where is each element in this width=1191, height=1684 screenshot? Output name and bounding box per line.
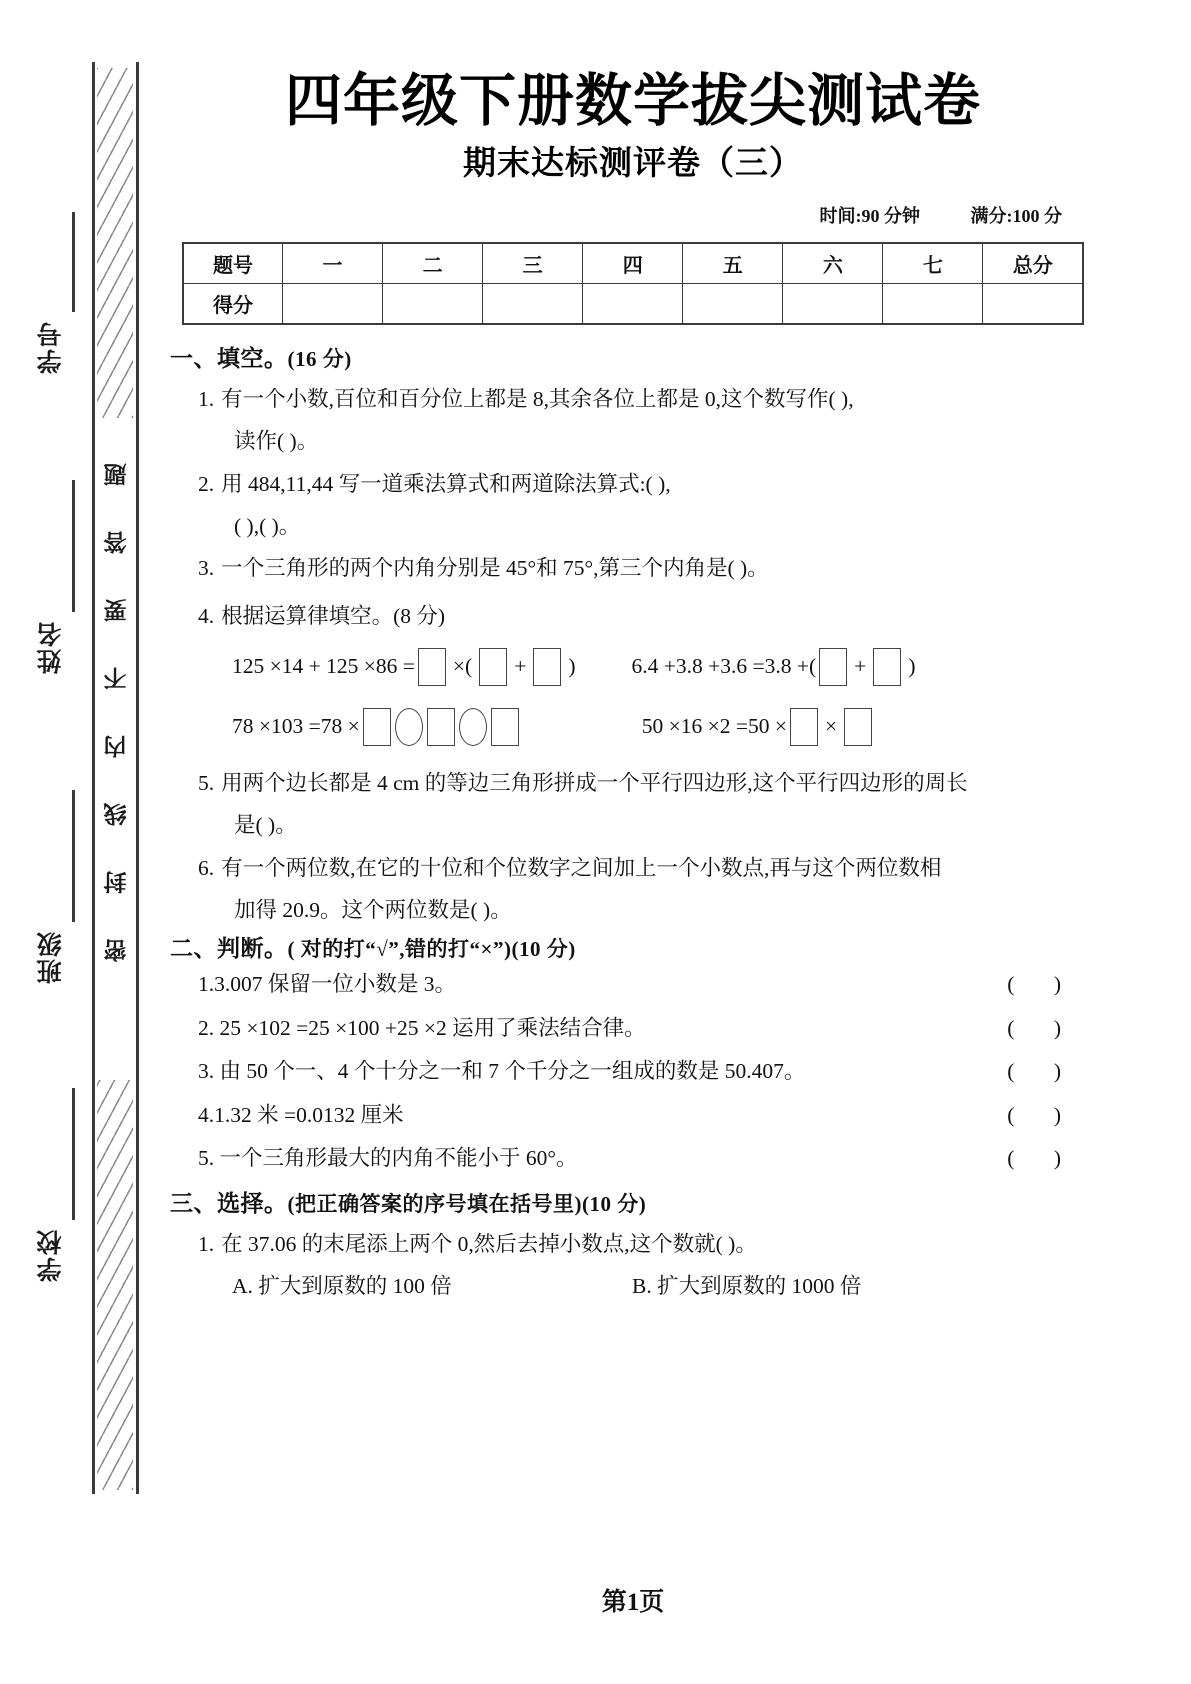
student-field-line	[72, 1088, 75, 1220]
question-text: 1.32 米 =0.0132 厘米	[214, 1102, 404, 1127]
score-table-col-5: 五	[683, 243, 783, 284]
student-field-line	[72, 790, 75, 922]
formula-operator: ×(	[452, 654, 473, 679]
formula-78x103-left	[232, 708, 522, 746]
question-1-2	[170, 469, 1084, 500]
tf-item-2	[170, 1015, 1084, 1040]
answer-circle[interactable]	[459, 708, 487, 746]
student-field-xuexiao[interactable]	[20, 1228, 84, 1282]
answer-box[interactable]	[427, 708, 455, 746]
score-cell-2[interactable]	[383, 284, 483, 325]
question-3-1-options	[170, 1273, 1084, 1298]
tf-text	[198, 1102, 1007, 1127]
section-heading-label: 二、判断。	[170, 936, 288, 962]
question-1-4	[170, 601, 1084, 632]
seal-char-3: 不	[103, 665, 127, 690]
page-number: 第1页	[601, 1589, 665, 1616]
tf-answer-slot[interactable]: ( )	[1007, 1102, 1078, 1127]
score-cell-4[interactable]	[583, 284, 683, 325]
question-text[interactable]: 一个三角形的两个内角分别是 45°和 75°,第三个内角是( )。	[221, 556, 769, 581]
formula-distributive-left	[232, 648, 580, 686]
question-number: 4.	[198, 603, 215, 628]
tf-answer-slot[interactable]: ( )	[1007, 1015, 1078, 1040]
question-1-6	[170, 853, 1084, 884]
student-field-xingming[interactable]	[20, 620, 84, 674]
question-1-1	[170, 384, 1084, 415]
question-1-6-continuation[interactable]: 加得 20.9。这个两位数是( )。	[234, 897, 512, 922]
tf-item-1	[170, 974, 1084, 996]
question-text: 由 50 个一、4 个十分之一和 7 个千分之一组成的数是 50.407。	[219, 1059, 806, 1084]
answer-box[interactable]	[819, 648, 847, 686]
question-text: 一个三角形最大的内角不能小于 60°。	[219, 1146, 578, 1171]
question-number: 5.	[198, 770, 215, 795]
formula-operator: +	[854, 654, 867, 679]
question-text: 根据运算律填空。(8 分)	[221, 603, 446, 628]
question-number: 2.	[198, 471, 215, 496]
answer-box[interactable]	[491, 708, 519, 746]
question-text[interactable]: 在 37.06 的末尾添上两个 0,然后去掉小数点,这个数就( )。	[221, 1231, 757, 1256]
seal-char-5: 线	[103, 801, 127, 826]
question-number: 3.	[198, 1059, 215, 1084]
tf-answer-slot[interactable]: ( )	[1007, 972, 1078, 997]
score-table	[182, 242, 1084, 325]
exam-sheet	[168, 0, 1098, 1684]
student-field-xuehao[interactable]	[20, 320, 84, 374]
question-number: 1.	[198, 972, 215, 997]
answer-box[interactable]	[844, 708, 872, 746]
question-3-1	[170, 1229, 1084, 1260]
score-cell-7[interactable]	[883, 284, 983, 325]
question-text: 3.007 保留一位小数是 3。	[214, 972, 457, 997]
formula-tail: )	[908, 654, 916, 679]
section-heading-note: ( 对的打“√”,错的打“×”)(10 分)	[287, 937, 576, 962]
question-number: 3.	[198, 556, 215, 581]
answer-box[interactable]	[479, 648, 507, 686]
student-field-line	[72, 480, 75, 612]
seal-margin	[0, 0, 160, 1684]
formula-lead: 78 ×103 =78 ×	[232, 714, 360, 739]
seal-hatch-bottom	[97, 1080, 133, 1490]
formula-lead: 6.4 +3.8 +3.6 =3.8 +(	[631, 654, 817, 679]
exam-content	[170, 347, 1084, 1297]
tf-item-4	[170, 1102, 1084, 1127]
score-table-score-row	[183, 284, 1083, 325]
question-text: 25 ×102 =25 ×100 +25 ×2 运用了乘法结合律。	[219, 1015, 646, 1040]
score-cell-total[interactable]	[983, 284, 1083, 325]
tf-text	[198, 1148, 1007, 1170]
tf-answer-slot[interactable]: ( )	[1007, 1059, 1078, 1084]
student-field-label: 班级	[37, 930, 65, 984]
formula-operator: +	[514, 654, 527, 679]
formula-row-1	[170, 648, 1084, 686]
formula-associative-right	[632, 648, 920, 686]
section-heading-multiple-choice	[170, 1192, 1084, 1215]
score-table-row-label: 题号	[183, 243, 283, 284]
page-subtitle: 期末达标测评卷（三）	[463, 145, 803, 182]
exam-time: 时间:90 分钟	[819, 206, 920, 227]
question-number: 6.	[198, 855, 215, 880]
question-1-5-continuation[interactable]: 是( )。	[234, 813, 297, 837]
section-heading-fill-blank	[170, 347, 1084, 370]
tf-text	[198, 1061, 1007, 1083]
seal-char-0: 题	[103, 461, 127, 486]
seal-rule-outer	[92, 62, 95, 1494]
choice-option-b[interactable]: B. 扩大到原数的 1000 倍	[632, 1273, 862, 1298]
seal-char-7: 密	[103, 937, 127, 962]
tf-text	[198, 974, 1007, 996]
formula-row-2	[170, 708, 1084, 746]
answer-box[interactable]	[873, 648, 901, 686]
question-number: 2.	[198, 1015, 215, 1040]
formula-lead: 50 ×16 ×2 =50 ×	[641, 714, 788, 739]
formula-operator: ×	[825, 714, 838, 739]
question-1-5	[170, 768, 1084, 799]
exam-full-score: 满分:100 分	[970, 206, 1062, 227]
score-table-col-6: 六	[783, 243, 883, 284]
answer-box[interactable]	[418, 648, 446, 686]
score-table-col-2: 二	[383, 243, 483, 284]
seal-hatch-top	[97, 68, 133, 418]
score-table-col-7: 七	[883, 243, 983, 284]
score-cell-5[interactable]	[683, 284, 783, 325]
question-text[interactable]: 用 484,11,44 写一道乘法算式和两道除法算式:( ),	[221, 471, 671, 496]
section-heading-note: (把正确答案的序号填在括号里)(10 分)	[287, 1191, 647, 1216]
tf-item-5	[170, 1148, 1084, 1170]
section-heading-note: (16 分)	[287, 347, 352, 372]
score-cell-1[interactable]	[283, 284, 383, 325]
score-table-col-1: 一	[283, 243, 383, 284]
tf-text	[198, 1015, 1007, 1040]
seal-char-6: 封	[103, 869, 127, 894]
student-field-label: 学校	[37, 1228, 65, 1282]
seal-rule-inner	[136, 62, 139, 1494]
tf-item-3	[170, 1061, 1084, 1083]
section-heading-true-false	[170, 937, 1084, 960]
question-number: 1.	[198, 1231, 215, 1256]
question-1-2-continuation[interactable]: ( ),( )。	[234, 513, 301, 538]
formula-50x16x2-right	[642, 708, 875, 746]
answer-box[interactable]	[790, 708, 818, 746]
seal-char-2: 要	[103, 597, 127, 622]
question-1-1-continuation[interactable]: 读作( )。	[234, 429, 319, 454]
question-text[interactable]: 用两个边长都是 4 cm 的等边三角形拼成一个平行四边形,这个平行四边形的周长	[221, 770, 968, 795]
score-table-row-label: 得分	[183, 284, 283, 325]
score-cell-3[interactable]	[483, 284, 583, 325]
answer-box[interactable]	[363, 708, 391, 746]
tf-answer-slot[interactable]: ( )	[1007, 1146, 1078, 1171]
student-field-banji[interactable]	[20, 930, 84, 984]
question-number: 5.	[198, 1146, 215, 1171]
question-number: 4.	[198, 1102, 215, 1127]
student-field-label: 学号	[37, 320, 65, 374]
question-1-3	[170, 553, 1084, 584]
exam-meta	[168, 202, 1062, 228]
question-text[interactable]: 有一个小数,百位和百分位上都是 8,其余各位上都是 0,这个数写作( ),	[221, 387, 854, 412]
page-title: 四年级下册数学拔尖测试卷	[285, 70, 981, 133]
score-table-col-total: 总分	[983, 243, 1083, 284]
score-table-header-row	[183, 243, 1083, 284]
formula-tail: )	[568, 654, 576, 679]
score-table-col-4: 四	[583, 243, 683, 284]
question-number: 1.	[198, 387, 215, 412]
score-table-col-3: 三	[483, 243, 583, 284]
student-field-line	[72, 212, 75, 312]
student-field-label: 姓名	[37, 620, 65, 674]
section-heading-label: 一、填空。	[170, 346, 288, 372]
section-heading-label: 三、选择。	[170, 1190, 288, 1216]
seal-char-1: 答	[103, 529, 127, 554]
question-text[interactable]: 有一个两位数,在它的十位和个位数字之间加上一个小数点,再与这个两位数相	[221, 855, 942, 880]
answer-circle[interactable]	[395, 708, 423, 746]
score-cell-6[interactable]	[783, 284, 883, 325]
answer-box[interactable]	[533, 648, 561, 686]
formula-lead: 125 ×14 + 125 ×86 =	[232, 654, 415, 679]
seal-char-4: 内	[103, 733, 127, 758]
choice-option-a[interactable]: A. 扩大到原数的 100 倍	[232, 1273, 452, 1298]
